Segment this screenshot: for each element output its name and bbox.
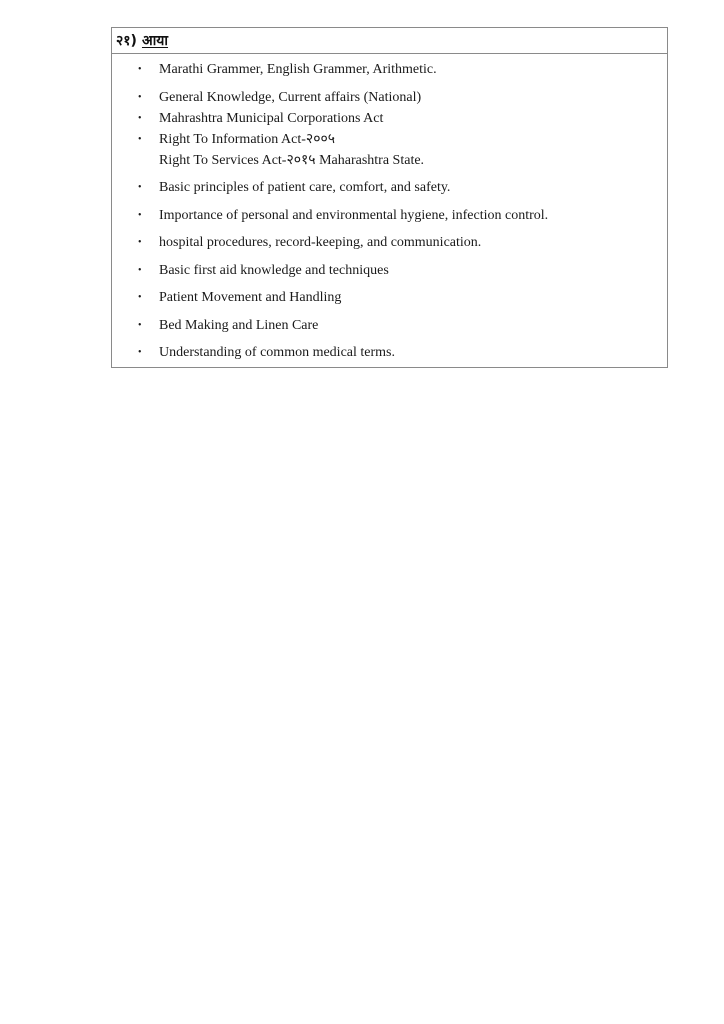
section-title: आया	[141, 33, 169, 49]
item-text: Bed Making and Linen Care	[159, 317, 319, 333]
list-item	[112, 315, 667, 336]
item-text: Importance of personal and environmental hygiene, infection control.	[159, 207, 549, 223]
item-text: General Knowledge, Current affairs (National)	[159, 89, 422, 105]
bullet-icon: •	[138, 133, 142, 145]
syllabus-table	[111, 27, 668, 368]
item-text: Understanding of common medical terms.	[159, 345, 395, 360]
list-item	[112, 87, 667, 108]
item-text: Basic first aid knowledge and techniques	[159, 262, 389, 278]
syllabus-list	[112, 54, 667, 367]
bullet-icon: •	[138, 112, 142, 124]
list-item	[112, 129, 667, 171]
bullet-icon: •	[138, 182, 142, 193]
list-item	[112, 342, 667, 363]
list-item	[112, 177, 667, 198]
list-item	[112, 108, 667, 129]
item-text: Right To Information Act-२००५	[159, 131, 336, 147]
item-text: hospital procedures, record-keeping, and communication.	[159, 235, 482, 250]
item-text-continuation: Right To Services Act-२०१५ Maharashtra State.	[159, 152, 425, 168]
section-header	[112, 28, 667, 54]
list-item	[112, 287, 667, 308]
item-text: Mahrashtra Municipal Corporations Act	[159, 110, 384, 126]
list-item	[112, 205, 667, 226]
list-item	[112, 232, 667, 253]
list-item	[112, 59, 667, 80]
bullet-icon: •	[138, 209, 142, 221]
bullet-icon: •	[138, 91, 142, 103]
bullet-icon: •	[138, 292, 142, 303]
bullet-icon: •	[138, 264, 142, 276]
bullet-icon: •	[138, 319, 142, 331]
list-item	[112, 260, 667, 281]
bullet-icon: •	[138, 64, 142, 75]
item-text: Patient Movement and Handling	[159, 290, 342, 305]
item-text: Marathi Grammer, English Grammer, Arithmetic.	[159, 62, 437, 77]
item-text: Basic principles of patient care, comfort, and safety.	[159, 180, 451, 195]
bullet-icon: •	[138, 347, 142, 358]
section-number: २१)	[116, 33, 137, 49]
bullet-icon: •	[138, 237, 142, 248]
